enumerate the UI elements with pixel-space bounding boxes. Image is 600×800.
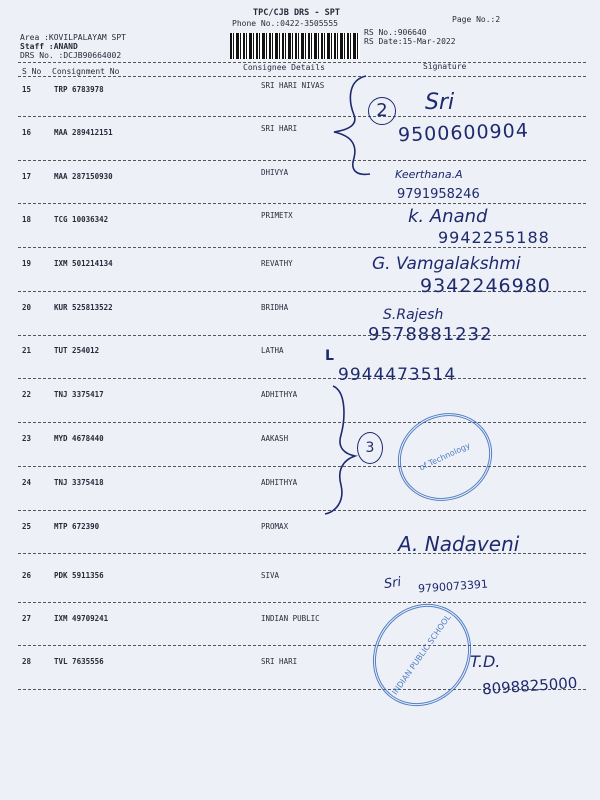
handwritten-phone: 8098825000 (481, 673, 578, 699)
row-consignee: SRI HARI (261, 124, 298, 133)
area-label: Area :KOVILPALAYAM SPT (20, 33, 126, 42)
signature: A. Nadaveni (398, 532, 520, 556)
row-sno: 26 (22, 571, 32, 580)
row-divider (18, 116, 586, 117)
school-stamp: INDIAN PUBLIC SCHOOL (353, 585, 491, 726)
handwritten-phone: 9791958246 (397, 187, 480, 202)
divider (18, 76, 586, 77)
row-consignment: IXM 49709241 (54, 614, 109, 623)
row-consignment: PDK 5911356 (54, 571, 104, 580)
handwritten-phone: 9500600904 (397, 119, 530, 147)
row-divider (18, 422, 586, 423)
row-consignment: KUR 525813522 (54, 303, 113, 312)
phone-number: Phone No.:0422-3505555 (232, 19, 338, 28)
signature: L (325, 348, 334, 364)
row-consignment: MTP 672390 (54, 522, 100, 531)
row-divider (18, 602, 586, 603)
row-sno: 19 (22, 259, 32, 268)
rs-date: RS Date:15-Mar-2022 (364, 37, 456, 46)
row-consignment: TVL 7635556 (54, 657, 104, 666)
row-consignee: ADHITHYA (261, 390, 298, 399)
row-divider (18, 645, 586, 646)
row-consignee: REVATHY (261, 259, 293, 268)
col-signature: Signature (423, 62, 467, 71)
row-consignment: TUT 254012 (54, 346, 100, 355)
row-consignee: SRI HARI NIVAS (261, 81, 325, 90)
row-sno: 28 (22, 657, 32, 666)
row-consignee: BRIDHA (261, 303, 289, 312)
row-divider (18, 203, 586, 204)
row-consignee: PROMAX (261, 522, 289, 531)
circled-number: 3 (357, 432, 383, 464)
row-sno: 20 (22, 303, 32, 312)
row-consignment: MAA 287150930 (54, 172, 113, 181)
row-consignee: PRIMETX (261, 211, 293, 220)
row-sno: 21 (22, 346, 32, 355)
row-consignment: MYD 4678440 (54, 434, 104, 443)
signature: k. Anand (408, 206, 488, 227)
row-consignment: TNJ 3375417 (54, 390, 104, 399)
row-sno: 22 (22, 390, 32, 399)
document-title: TPC/CJB DRS - SPT (253, 8, 340, 18)
row-sno: 24 (22, 478, 32, 487)
row-consignee: LATHA (261, 346, 284, 355)
col-consignment: Consignment No (52, 67, 120, 76)
handwritten-phone: 9942255188 (438, 228, 550, 247)
row-consignee: ADHITHYA (261, 478, 298, 487)
row-consignment: IXM 501214134 (54, 259, 113, 268)
circled-number: 2 (368, 97, 396, 125)
handwritten-phone: 9342246980 (420, 275, 551, 297)
col-sno: S No (22, 67, 42, 76)
row-consignee: INDIAN PUBLIC (261, 614, 320, 623)
row-sno: 18 (22, 215, 32, 224)
row-sno: 25 (22, 522, 32, 531)
row-consignment: TRP 6783978 (54, 85, 104, 94)
staff-label: Staff :ANAND (20, 42, 78, 51)
row-sno: 16 (22, 128, 32, 137)
signature: Keerthana.A (395, 168, 463, 181)
signature: G. Vamgalakshmi (372, 254, 521, 274)
row-consignment: MAA 289412151 (54, 128, 113, 137)
row-divider (18, 335, 586, 336)
brace-mark (318, 70, 378, 180)
row-divider (18, 247, 586, 248)
signature: S.Rajesh (383, 307, 444, 323)
handwritten-phone: 9790073391 (417, 577, 489, 596)
row-consignee: SRI HARI (261, 657, 298, 666)
row-sno: 23 (22, 434, 32, 443)
signature: T.D. (470, 652, 501, 671)
official-stamp: of Technology (383, 398, 506, 517)
barcode (230, 33, 360, 59)
row-divider (18, 160, 586, 161)
handwritten-phone: 9944473514 (338, 365, 457, 385)
row-consignee: SIVA (261, 571, 280, 580)
page-number: Page No.:2 (452, 15, 501, 24)
signature: Sri (425, 90, 455, 115)
row-divider (18, 510, 586, 511)
row-sno: 15 (22, 85, 32, 94)
drs-number: DRS No. :DCJB90664002 (20, 51, 122, 60)
row-divider (18, 378, 586, 379)
rs-number: RS No.:906640 (364, 28, 427, 37)
row-sno: 17 (22, 172, 32, 181)
row-consignment: TCG 10036342 (54, 215, 109, 224)
col-consignee: Consignee Details (243, 63, 325, 72)
row-sno: 27 (22, 614, 32, 623)
row-divider (18, 466, 586, 467)
handwritten-phone: 9578881232 (368, 324, 493, 345)
signature: Sri (383, 574, 403, 593)
row-consignment: TNJ 3375418 (54, 478, 104, 487)
row-consignee: DHIVYA (261, 168, 289, 177)
row-consignee: AAKASH (261, 434, 289, 443)
